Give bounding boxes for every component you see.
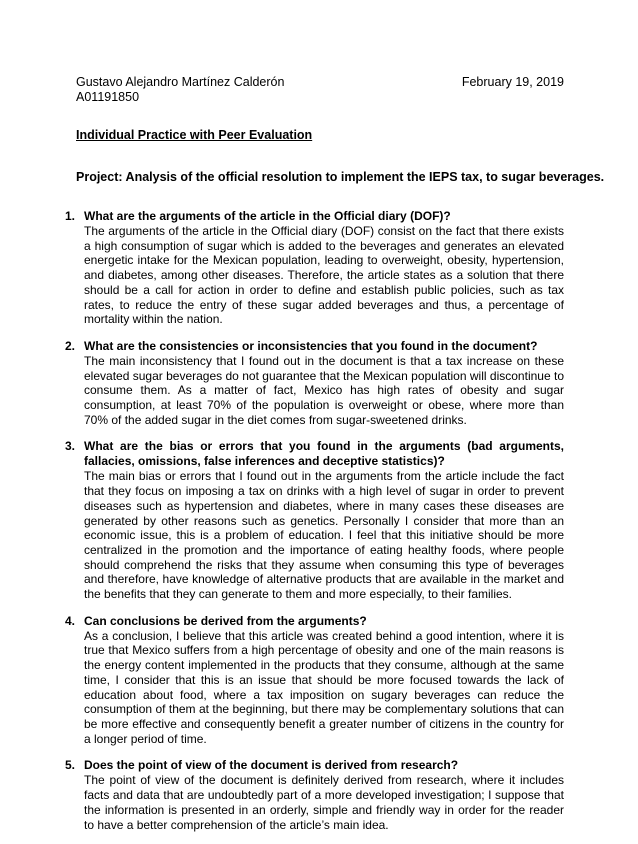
question-number: 5. xyxy=(65,758,76,773)
question-number: 1. xyxy=(65,209,76,223)
document-date: February 19, 2019 xyxy=(461,75,564,89)
question-answer: The point of view of the document is definitely derived from research, where it includes facts and data that are undoubtedly part of a more developed investigation; I suppose that the information is presented in an orderly, simple and friendly way in order for the reader to have a better comprehension of the article’s main idea. xyxy=(84,773,564,832)
question-heading: Can conclusions be derived from the arguments? xyxy=(84,613,367,628)
question-answer: The main inconsistency that I found out in the document is that a tax increase on these elevated sugar beverages do not guarantee that the Mexican population will discontinue to consume them. As a matter of fact, Mexico has high rates of obesity and sugar consumption, at least 70% of the population is overweight or obese, where more than 70% of the added sugar in the diet comes from sugar-sweetened drinks. xyxy=(84,353,564,427)
question-heading: What are the consistencies or inconsistencies that you found in the document? xyxy=(84,338,538,353)
question-answer: As a conclusion, I believe that this article was created behind a good intention, where it is true that Mexico suffers from a high percentage of obesity and one of the main reasons is the energy content implemented in the products that they consume, although at the same time, I consider that this is an issue that should be more focused towards the lack of education about food, where a tax imposition on sugary beverages can reduce the consumption of them at the beginning, but there may be complementary solutions that can be more effective and consequently benefit a greater number of citizens in the country for a longer period of time. xyxy=(84,628,564,746)
student-id: A01191850 xyxy=(76,90,140,104)
question-1 xyxy=(0,209,638,327)
question-number: 3. xyxy=(65,439,76,454)
question-number: 2. xyxy=(65,338,76,353)
question-heading: Does the point of view of the document is derived from research? xyxy=(84,758,459,773)
question-2 xyxy=(0,339,638,428)
document-title: Individual Practice with Peer Evaluation xyxy=(76,128,313,142)
project-title: Project: Analysis of the official resolution to implement the IEPS tax, to sugar beverages. xyxy=(76,170,605,184)
question-number: 4. xyxy=(65,613,76,628)
question-heading: What are the arguments of the article in the Official diary (DOF)? xyxy=(84,209,451,223)
question-answer: The arguments of the article in the Official diary (DOF) consist on the fact that there exists a high consumption of sugar which is added to the beverages and generates an elevated energetic intake for the Mexican population, leading to overweight, obesity, hypertension, and diabetes, among other diseases. Therefore, the article states as a solution that there should be a call for action in order to define and establish public policies, such as tax rates, to reduce the entry of these sugar added beverages and thus, a percentage of mortality within the nation. xyxy=(84,224,564,327)
question-5 xyxy=(0,758,638,832)
question-answer: The main bias or errors that I found out in the arguments from the article include the fact that they focus on imposing a tax on drinks with a high level of sugar in order to prevent diseases such as hypertension and diabetes, where in many cases these diseases are generated by other reasons such as genetics. Personally I consider that more than an economic issue, this is a problem of education. I feel that this initiative should be more centralized in the promotion and the importance of eating healthy foods, where people should comprehend the risks that they assume when consuming this type of beverages and therefore, have knowledge of alternative products that are available in the market and the benefits that they can generate to them and more especially, to their families. xyxy=(84,469,564,602)
question-list xyxy=(0,209,638,844)
question-4 xyxy=(0,614,638,747)
question-3 xyxy=(0,439,638,601)
question-heading: What are the bias or errors that you found in the arguments (bad arguments, fallacies, omissions, false inferences and deceptive statistics)? xyxy=(84,439,564,469)
author-name: Gustavo Alejandro Martínez Calderón xyxy=(76,75,285,89)
